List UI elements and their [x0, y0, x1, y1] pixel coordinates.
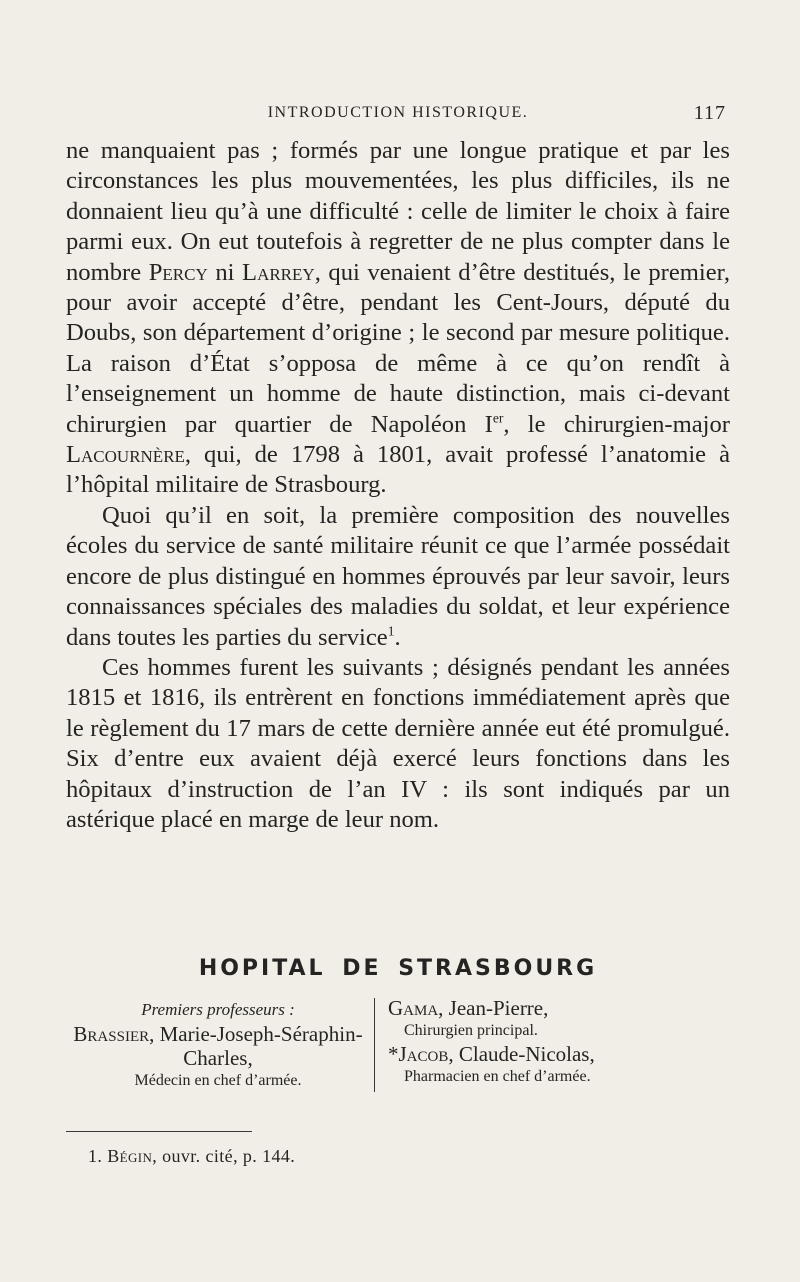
staff-entry — [388, 996, 730, 1042]
staff-given-names: , Marie-Joseph-Séraphin-Charles, — [149, 1022, 363, 1070]
staff-surname: Gama — [388, 996, 439, 1020]
section-heading: HOPITAL DE STRASBOURG — [198, 956, 598, 981]
left-column — [66, 996, 370, 1092]
superscript-er: er — [492, 410, 504, 426]
staff-name — [66, 1022, 370, 1070]
staff-surname: Jacob — [398, 1042, 449, 1066]
paragraph-3: Ces hommes furent les suivants ; désignés pendant les années 1815 et 1816, ils entrèrent en fonctions immédiatement après que le règlement du 17 mars de cette dernière année eut été promulgué. Six d’entre eux avaient déjà exercé leurs fonctions dans les hôpitaux d’instruction de l’an IV : ils sont indiqués par un astérique placé en marge de leur nom. — [66, 653, 730, 833]
staff-title: Médecin en chef d’armée. — [134, 1072, 302, 1089]
page-number: 117 — [693, 102, 726, 124]
name-larrey: Larrey — [242, 258, 315, 286]
staff-title: Chirurgien principal. — [404, 1022, 538, 1039]
staff-title: Pharmacien en chef d’armée. — [404, 1068, 591, 1085]
paragraph-1: ne manquaient pas ; formés par une longue pratique et par les circonstances les plus mouvementées, les plus difficiles, ils ne donnaient lieu qu’à une difficulté : celle de limiter le choix à faire parmi eux. On eut toutefois à regretter de ne plus compter dans le nombre Percy ni Larrey, qui venaient d’être destitués, le premier, pour avoir accepté d’être, pendant les Cent-Jours, député du Doubs, son département d’origine ; le second par mesure politique. La raison d’État s’opposa de même à ce qu’on rendît à l’enseignement un homme de haute distinction, mais ci-devant chirurgien par quartier de Napoléon Ier, le chirurgien-major Lacournère, qui, de 1798 à 1801, avait professé l’anatomie à l’hôpital militaire de Strasbourg. — [66, 137, 730, 499]
footnote-text: , ouvr. cité, p. 144. — [152, 1146, 296, 1166]
right-column — [388, 996, 730, 1088]
body-text — [66, 136, 730, 835]
footnote-reference: 1 — [387, 623, 395, 639]
staff-given-names: , Claude-Nicolas, — [448, 1042, 595, 1066]
marge-asterisk: * — [388, 1042, 399, 1066]
staff-surname: Brassier — [73, 1022, 150, 1046]
running-title: INTRODUCTION HISTORIQUE. — [267, 104, 529, 121]
footnote-author: Bégin — [107, 1146, 153, 1166]
paragraph-2: Quoi qu’il en soit, la première composition des nouvelles écoles du service de santé militaire réunit ce que l’armée possédait encore de plus distingué en hommes éprouvés par leur savoir, leurs connaissances spéciales des maladies du soldat, et leur expérience dans toutes les parties du service$^1$. — [66, 501, 730, 651]
staff-name — [388, 996, 730, 1020]
column-subheading: Premiers professeurs : — [141, 1000, 295, 1019]
staff-list — [66, 996, 730, 1094]
staff-entry — [388, 1042, 730, 1088]
footnote-number: 1. — [88, 1146, 103, 1166]
running-head — [66, 102, 730, 128]
column-divider — [374, 998, 375, 1092]
staff-given-names: , Jean-Pierre, — [438, 996, 549, 1020]
staff-name — [388, 1042, 730, 1066]
footnote — [88, 1146, 295, 1167]
name-percy: Percy — [148, 258, 208, 286]
name-lacournere: Lacournère — [66, 441, 185, 469]
footnote-rule — [66, 1131, 252, 1132]
